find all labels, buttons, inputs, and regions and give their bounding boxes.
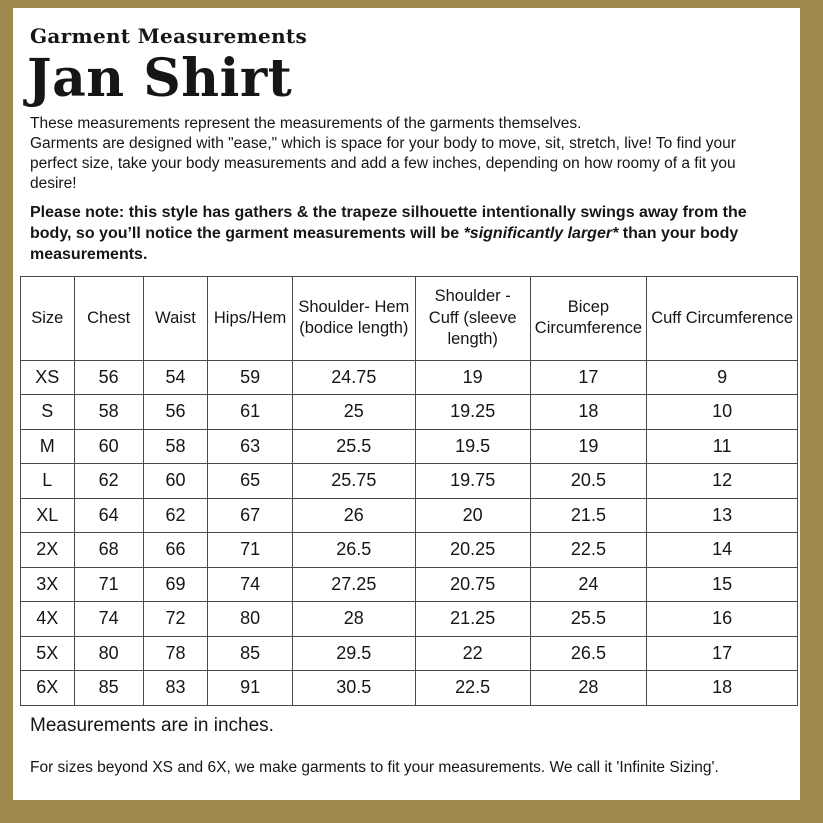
table-row [21,429,798,464]
measurement-cell: 60 [143,464,207,499]
measurement-cell: 28 [530,671,647,706]
units-note: Measurements are in inches. [30,714,274,736]
measurement-cell: 28 [292,602,415,637]
measurement-cell: 54 [143,360,207,395]
measurement-cell: 19 [530,429,647,464]
measurement-cell: 26.5 [292,533,415,568]
measurement-cell: 30.5 [292,671,415,706]
section-heading: Garment Measurements [30,24,308,48]
measurement-cell: 11 [647,429,798,464]
measurement-cell: 21.25 [415,602,530,637]
measurement-cell: 25 [292,395,415,430]
size-cell: L [21,464,75,499]
measurement-cell: 18 [530,395,647,430]
header-shoulder-hem: Shoulder- Hem (bodice length) [292,277,415,360]
measurement-cell: 74 [208,567,293,602]
measurement-cell: 85 [74,671,143,706]
measurement-cell: 25.5 [530,602,647,637]
header-cuff-circumference: Cuff Circumference [647,277,798,360]
measurement-cell: 91 [208,671,293,706]
measurement-cell: 61 [208,395,293,430]
measurement-cell: 65 [208,464,293,499]
header-shoulder-cuff: Shoulder - Cuff (sleeve length) [415,277,530,360]
table-row [21,498,798,533]
measurement-cell: 19.75 [415,464,530,499]
measurement-cell: 62 [143,498,207,533]
measurement-cell: 71 [74,567,143,602]
header-waist: Waist [143,277,207,360]
size-cell: 4X [21,602,75,637]
measurement-cell: 26.5 [530,636,647,671]
measurement-cell: 80 [74,636,143,671]
measurement-cell: 67 [208,498,293,533]
measurement-cell: 18 [647,671,798,706]
measurement-cell: 22 [415,636,530,671]
measurement-cell: 62 [74,464,143,499]
table-row [21,671,798,706]
intro-line-1: These measurements represent the measurements of the garments themselves. [30,115,582,133]
measurement-cell: 74 [74,602,143,637]
table-row [21,464,798,499]
note-emphasis: *significantly larger* [463,225,619,243]
measurement-cell: 9 [647,360,798,395]
measurement-cell: 22.5 [530,533,647,568]
measurement-cell: 27.25 [292,567,415,602]
header-chest: Chest [74,277,143,360]
measurement-cell: 15 [647,567,798,602]
measurement-cell: 20.25 [415,533,530,568]
measurement-cell: 20.75 [415,567,530,602]
page-title: Jan Shirt [27,48,293,109]
measurement-cell: 83 [143,671,207,706]
measurement-cell: 26 [292,498,415,533]
measurement-cell: 19 [415,360,530,395]
measurement-cell: 25.75 [292,464,415,499]
measurement-cell: 56 [143,395,207,430]
measurement-cell: 24 [530,567,647,602]
measurement-cell: 29.5 [292,636,415,671]
table-row [21,533,798,568]
measurement-cell: 66 [143,533,207,568]
size-cell: M [21,429,75,464]
measurement-cell: 69 [143,567,207,602]
table-row [21,395,798,430]
measurement-cell: 64 [74,498,143,533]
table-header [21,277,798,360]
measurement-cell: 58 [74,395,143,430]
size-table-body [21,360,798,705]
measurement-cell: 20.5 [530,464,647,499]
header-hips-hem: Hips/Hem [208,277,293,360]
intro-text [30,114,760,194]
measurement-cell: 20 [415,498,530,533]
measurement-cell: 12 [647,464,798,499]
measurement-cell: 21.5 [530,498,647,533]
measurement-cell: 80 [208,602,293,637]
measurement-cell: 10 [647,395,798,430]
note-after: than your body measurements. [30,225,739,264]
table-row [21,360,798,395]
table-header-row [21,277,798,360]
measurement-cell: 25.5 [292,429,415,464]
table-row [21,567,798,602]
measurement-cell: 14 [647,533,798,568]
header-size: Size [21,277,75,360]
size-cell: 5X [21,636,75,671]
size-cell: 6X [21,671,75,706]
size-cell: S [21,395,75,430]
size-measurements-table [20,276,798,705]
measurement-cell: 19.5 [415,429,530,464]
measurement-cell: 22.5 [415,671,530,706]
measurement-cell: 24.75 [292,360,415,395]
measurement-cell: 13 [647,498,798,533]
intro-line-2: Garments are designed with "ease," which is space for your body to move, sit, stretch, live! To find your perfect size, take your body measurements and add a few inches, depending on how roomy of a fit you desire! [30,135,736,192]
measurement-cell: 72 [143,602,207,637]
table-row [21,602,798,637]
measurement-cell: 68 [74,533,143,568]
table-row [21,636,798,671]
size-cell: 3X [21,567,75,602]
measurement-cell: 56 [74,360,143,395]
measurement-cell: 17 [530,360,647,395]
measurement-cell: 16 [647,602,798,637]
please-note-text [30,202,764,265]
measurement-cell: 85 [208,636,293,671]
measurement-cell: 17 [647,636,798,671]
note-before: Please note: this style has gathers & the trapeze silhouette intentionally swings away from the body, so you’ll notice the garment measurements will be [30,203,747,243]
measurement-cell: 78 [143,636,207,671]
infinite-sizing-footnote: For sizes beyond XS and 6X, we make garments to fit your measurements. We call it 'Infinite Sizing'. [30,758,719,776]
size-cell: XL [21,498,75,533]
measurement-cell: 58 [143,429,207,464]
size-chart-page [13,8,800,800]
measurement-cell: 60 [74,429,143,464]
measurement-cell: 59 [208,360,293,395]
measurement-cell: 19.25 [415,395,530,430]
measurement-cell: 71 [208,533,293,568]
header-bicep-circumference: Bicep Circumference [530,277,647,360]
size-cell: 2X [21,533,75,568]
measurement-cell: 63 [208,429,293,464]
size-cell: XS [21,360,75,395]
